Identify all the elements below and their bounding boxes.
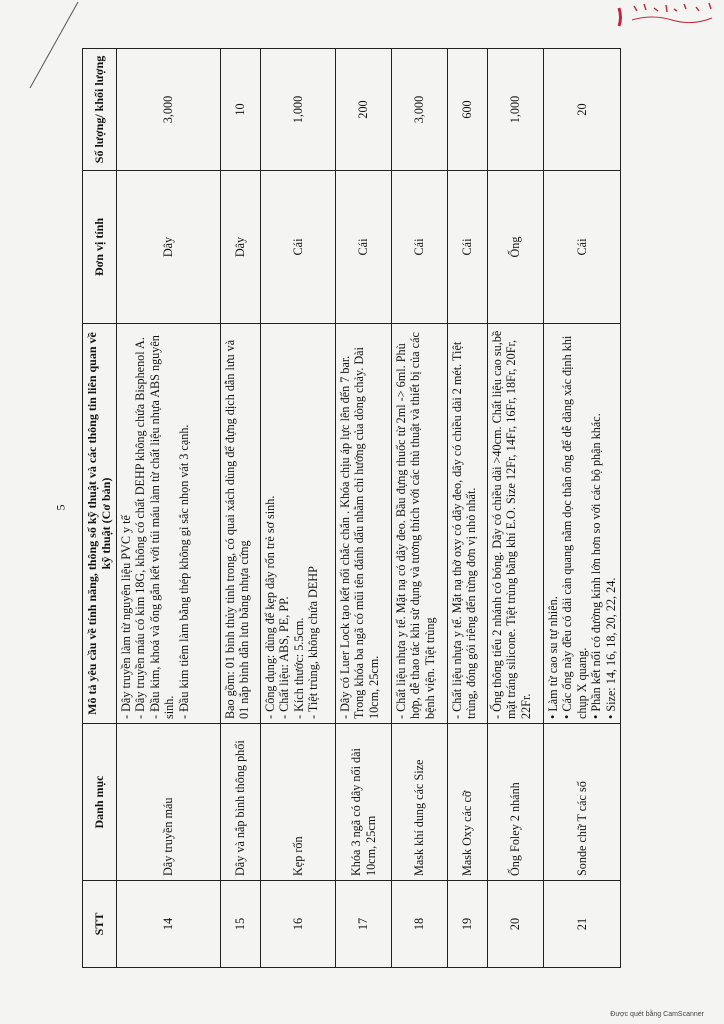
desc-line: - Công dụng: dùng để kẹp dây rốn trẻ sơ sinh. — [263, 495, 277, 719]
cell-stt: 17 — [336, 881, 392, 968]
cell-name: Mask khí dung các Size — [392, 724, 448, 881]
cell-description — [544, 324, 621, 724]
cell-description — [221, 324, 261, 724]
cell-name: Mask Oxy các cỡ — [448, 724, 488, 881]
table-row — [117, 49, 221, 968]
cell-unit: Cái — [392, 171, 448, 324]
cell-stt: 19 — [448, 881, 488, 968]
cell-description — [392, 324, 448, 724]
equipment-spec-table — [82, 48, 621, 968]
header-description: Mô tả yêu cầu về tính năng, thông số kỹ thuật và các thông tin liên quan về kỹ thuật (Cơ bản) — [83, 324, 117, 724]
desc-line: - Chất liệu nhựa y tế. Mặt nạ có dây đeo. Bầu đựng thuốc từ 2ml -> 6ml. Phù hợp, dễ thao tác khi sử dụng và tương thích với các thủ thuật và thiết bị của các bệnh viện. Tiệt trùng — [394, 332, 437, 719]
cell-quantity: 600 — [448, 49, 488, 171]
desc-line: - Đầu kim, khoá và ống gắn kết với túi máu làm từ chất liệu nhựa ABS nguyên sinh. — [147, 335, 177, 719]
cell-unit: Dây — [221, 171, 261, 324]
cell-description — [448, 324, 488, 724]
header-unit: Đơn vị tính — [83, 171, 117, 324]
table-row — [544, 49, 621, 968]
cell-stt: 16 — [261, 881, 336, 968]
cell-unit: Dây — [117, 171, 221, 324]
cell-name: Sonde chữ T các số — [544, 724, 621, 881]
desc-line: - Chất liệu nhựa y tế. Mặt nạ thở oxy có dây đeo, dây có chiều dài 2 mét. Tiệt trùng, đóng gói riêng đến từng đơn vị nhỏ nhất. — [450, 341, 479, 719]
cell-quantity: 200 — [336, 49, 392, 171]
cell-description — [488, 324, 544, 724]
header-stt: STT — [83, 881, 117, 968]
cell-unit: Cái — [448, 171, 488, 324]
cell-name: Dây truyền máu — [117, 724, 221, 881]
cell-description — [117, 324, 221, 724]
header-quantity: Số lượng/ khối lượng — [83, 49, 117, 171]
cell-stt: 14 — [117, 881, 221, 968]
cell-quantity: 3,000 — [392, 49, 448, 171]
desc-line: - Đầu kim tiêm làm bằng thép không gỉ sắc nhọn vát 3 cạnh. — [176, 424, 191, 719]
cell-description — [336, 324, 392, 724]
desc-line: - Tiệt trùng, không chứa DEHP — [306, 566, 321, 719]
cell-name: Dây và nắp bình thông phổi — [221, 724, 261, 881]
cell-quantity: 20 — [544, 49, 621, 171]
cell-name: Ống Foley 2 nhánh — [488, 724, 544, 881]
cell-quantity: 1,000 — [488, 49, 544, 171]
desc-line: - Chất liệu: ABS, PE, PP. — [277, 596, 292, 719]
desc-line: • Làm từ cao su tự nhiên. — [546, 596, 560, 719]
cell-name: Kẹp rốn — [261, 724, 336, 881]
desc-line: - Dây truyền làm từ nguyên liệu PVC y tế — [119, 515, 133, 719]
cell-unit: Cái — [544, 171, 621, 324]
cell-quantity: 3,000 — [117, 49, 221, 171]
desc-line: Bao gồm: 01 bình thủy tinh trong, có quai xách dùng để đựng dịch dẫn lưu và 01 nắp bình dẫn lưu bằng nhựa cứng — [223, 339, 252, 719]
table-row — [448, 49, 488, 968]
table-row — [392, 49, 448, 968]
cell-description — [261, 324, 336, 724]
cell-unit: Cái — [336, 171, 392, 324]
cell-stt: 21 — [544, 881, 621, 968]
header-name: Danh mục — [83, 724, 117, 881]
page-number: 5 — [53, 504, 68, 511]
cell-stt: 18 — [392, 881, 448, 968]
rotated-table-container — [82, 49, 618, 968]
table-row — [221, 49, 261, 968]
desc-line: - Dây có Luer Lock tạo kết nối chắc chắn . Khóa chịu áp lực lên đến 7 bar. Trong khóa ba ngã có mũi tên đánh dấu nhằm chỉ hướng của dòng chảy. Dài 10cm, 25cm. — [338, 347, 381, 719]
table-row — [336, 49, 392, 968]
table-row — [488, 49, 544, 968]
desc-line: - Ống thông tiểu 2 nhánh có bóng. Dây có chiều dài >40cm. Chất liệu cao su,bề mặt tráng silicone. Tiệt trùng bằng khí E.O. Size 12Fr, 14Fr, 16Fr, 18Fr, 20Fr, 22Fr. — [490, 330, 533, 719]
table-header-row — [83, 49, 117, 968]
desc-line: - Dây truyền máu có kim 18G, không có chất DEHP không chứa Bisphenol A. — [133, 337, 148, 719]
cell-unit: Ống — [488, 171, 544, 324]
cell-stt: 20 — [488, 881, 544, 968]
cell-stt: 15 — [221, 881, 261, 968]
desc-line: - Kích thước: 5.5cm. — [291, 617, 306, 719]
desc-line: • Size: 14, 16, 18, 20, 22, 24. — [603, 577, 618, 719]
desc-line: • Các ống này đều có dải cản quang nằm dọc thân ống để dễ dàng xác định khi chụp X quang. — [560, 335, 589, 719]
table-row — [261, 49, 336, 968]
cell-name: Khóa 3 ngã có dây nối dài 10cm, 25cm — [336, 724, 392, 881]
camscanner-note: Được quét bằng CamScanner — [610, 1011, 704, 1018]
cell-quantity: 10 — [221, 49, 261, 171]
cell-unit: Cái — [261, 171, 336, 324]
red-stamp-mark — [614, 0, 724, 34]
desc-line: • Phần kết nối có đường kính lớn hơn so với các bộ phận khác. — [589, 413, 604, 719]
cell-quantity: 1,000 — [261, 49, 336, 171]
